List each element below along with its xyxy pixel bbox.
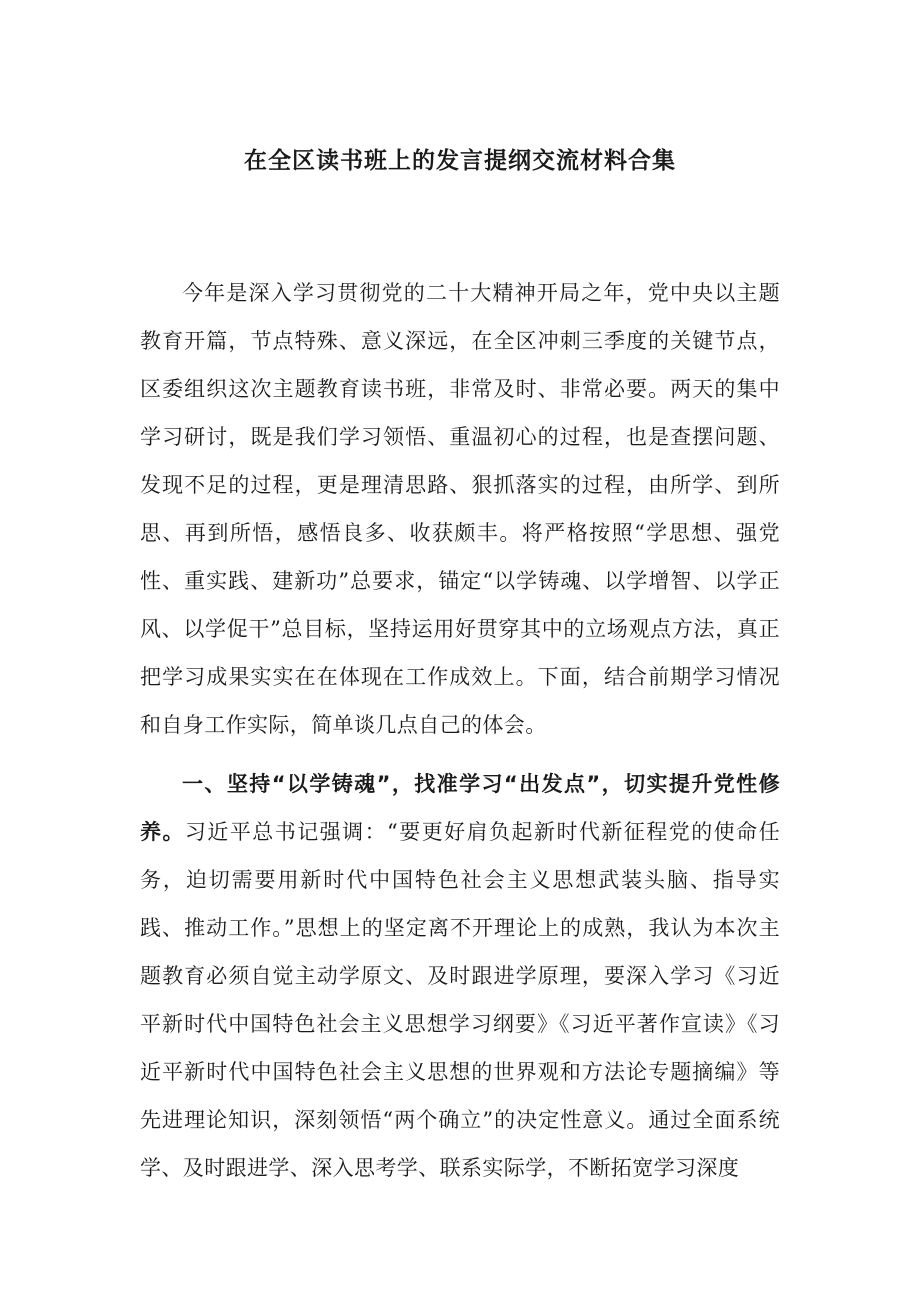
section-1-paragraph [140,760,780,1192]
document-body [140,269,780,1192]
intro-paragraph: 今年是深入学习贯彻党的二十大精神开局之年，党中央以主题教育开篇，节点特殊、意义深远，在全区冲刺三季度的关键节点，区委组织这次主题教育读书班，非常及时、非常必要。两天的集中学习研讨，既是我们学习领悟、重温初心的过程，也是查摆问题、发现不足的过程，更是理清思路、狠抓落实的过程，由所学、到所思、再到所悟，感悟良多、收获颇丰。将严格按照“学思想、强党性、重实践、建新功”总要求，锚定“以学铸魂、以学增智、以学正风、以学促干”总目标，坚持运用好贯穿其中的立场观点方法，真正把学习成果实实在在体现在工作成效上。下面，结合前期学习情况和自身工作实际，简单谈几点自己的体会。 [140,281,780,737]
document-title: 在全区读书班上的发言提纲交流材料合集 [244,148,676,174]
section-1-body: 习近平总书记强调：“要更好肩负起新时代新征程党的使命任务，迫切需要用新时代中国特色社会主义思想武装头脑、指导实践、推动工作。”思想上的坚定离不开理论上的成熟，我认为本次主题教育必须自觉主动学原文、及时跟进学原理，要深入学习《习近平新时代中国特色社会主义思想学习纲要》《习近平著作宣读》《习近平新时代中国特色社会主义思想的世界观和方法论专题摘编》等先进理论知识，深刻领悟“两个确立”的决定性意义。通过全面系统学、及时跟进学、深入思考学、联系实际学，不断拓宽学习深度 [140,820,780,1180]
section-1-heading: 一、坚持“以学铸魂”，找准学习“出发点”，切实提升党性修养。 [140,772,780,844]
